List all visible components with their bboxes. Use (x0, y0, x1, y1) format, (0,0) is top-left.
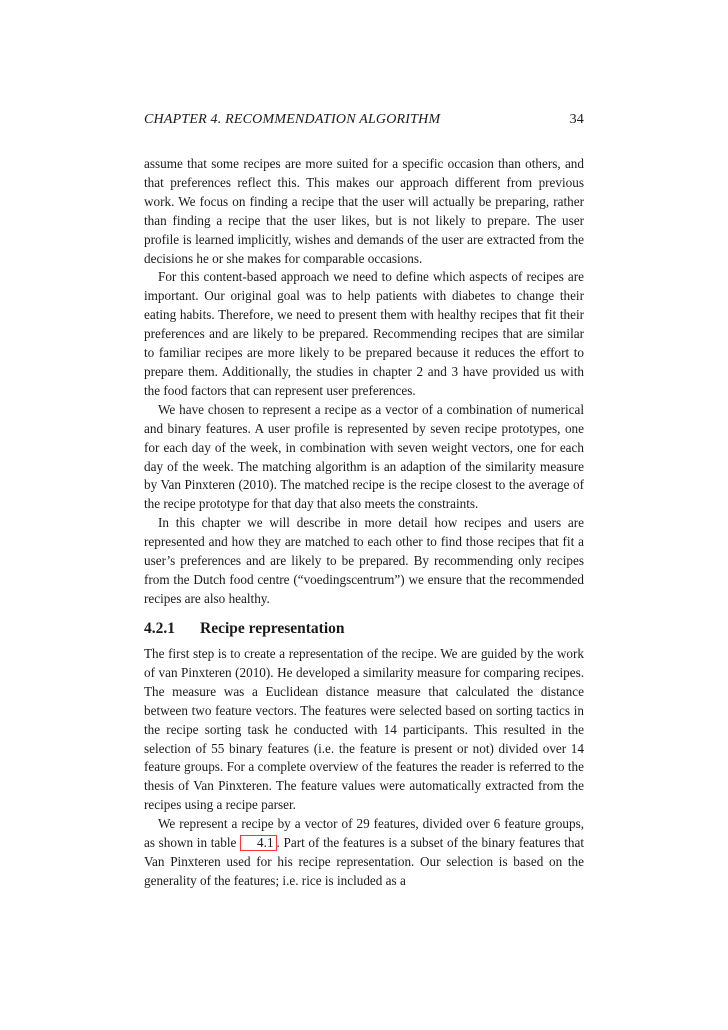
paragraph: We have chosen to represent a recipe as a vector of a combination of numerical and binary features. A user profile is represented by seven recipe prototypes, one for each day of the week, in combination with seven weight vectors, one for each day of the week. The matching algorithm is an adaption of the similarity measure by Van Pinxteren (2010). The matched recipe is the recipe closest to the average of the recipe prototype for that day that also meets the constraints. (144, 401, 584, 512)
paragraph: The first step is to create a representation of the recipe. We are guided by the work of van Pinxteren (2010). He developed a similarity measure for comparing recipes. The measure was a Euclidean distance measure that calculated the distance between two feature vectors. The features were selected based on sorting tactics in the recipe sorting task he conducted with 14 participants. This resulted in the selection of 55 binary features (i.e. the feature is present or not) divided over 14 feature groups. For a complete overview of the features the reader is referred to the thesis of Van Pinxteren. The feature values were automatically extracted from the recipes using a recipe parser. (144, 646, 584, 813)
paragraph: In this chapter we will describe in more detail how recipes and users are represented and how they are matched to each other to find those recipes that fit a user’s preferences and are likely to be prepared. By recommending only recipes from the Dutch food centre (“voedingscentrum”) we ensure that the recommended recipes are also healthy. (144, 515, 584, 606)
intro-text (144, 155, 584, 609)
section-text (144, 645, 584, 891)
section-title: Recipe representation (200, 620, 345, 637)
paragraph-text: We represent a recipe by a vector of 29 features, divided over 6 feature groups, as shown in table (144, 816, 584, 851)
section-heading (144, 620, 584, 638)
chapter-title: CHAPTER 4. RECOMMENDATION ALGORITHM (144, 112, 441, 127)
running-head (144, 112, 584, 128)
page-number: 34 (569, 112, 584, 127)
paragraph: assume that some recipes are more suited for a specific occasion than others, and that preferences reflect this. This makes our approach different from previous work. We focus on finding a recipe that the user will actually be preparing, rather than finding a recipe that the user likes, but is not likely to prepare. The user profile is learned implicitly, wishes and demands of the user are extracted from the decisions he or she makes for comparable occasions. (144, 156, 584, 266)
paragraph-text: . Part of the features is a subset of the binary features that Van Pinxteren used for his recipe representation. Our selection is based on the generality of the features; i.e. rice is included as a (144, 835, 585, 888)
paragraph: For this content-based approach we need to define which aspects of recipes are important. Our original goal was to help patients with diabetes to change their eating habits. Therefore, we need to present them with healthy recipes that fit their preferences and are likely to be prepared. Recommending recipes that are similar to familiar recipes are more likely to be prepared because it reduces the effort to prepare them. Additionally, the studies in chapter 2 and 3 have provided us with the food factors that can represent user preferences. (144, 269, 584, 398)
section-number: 4.2.1 (144, 620, 175, 637)
paragraph (144, 815, 584, 891)
table-reference-link[interactable]: 4.1 (240, 835, 276, 851)
